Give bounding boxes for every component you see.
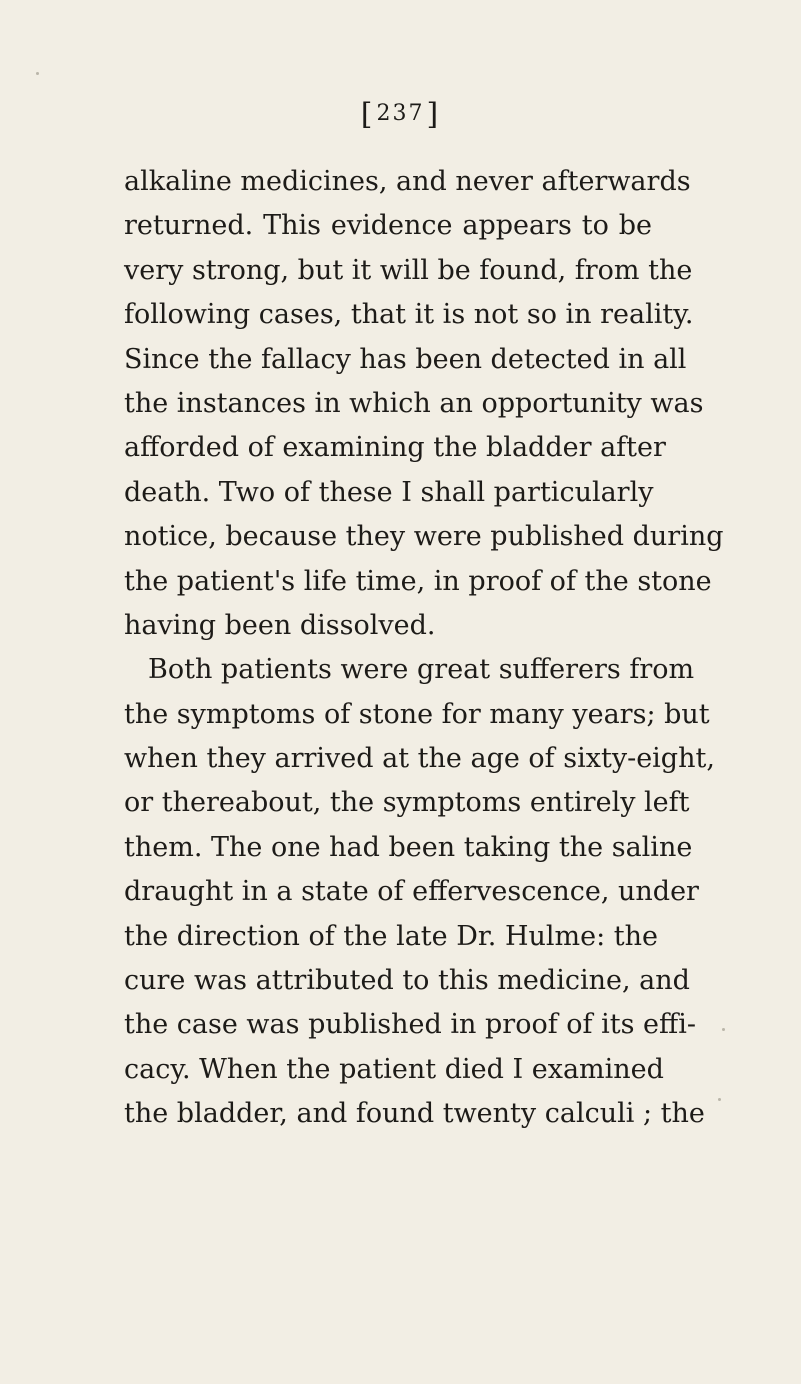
- text-line: Since the fallacy has been detected in all: [124, 343, 687, 375]
- text-line: returned. This evidence appears to be: [124, 210, 652, 242]
- text-line: cure was attributed to this medicine, and: [124, 965, 690, 997]
- paper-speck: [36, 72, 39, 75]
- text-line: draught in a state of effervescence, under: [124, 876, 699, 908]
- text-line: alkaline medicines, and never afterwards: [124, 166, 691, 197]
- text-line: following cases, that it is not so in reality.: [124, 299, 694, 331]
- text-line: cacy. When the patient died I examined: [124, 1053, 664, 1085]
- page-number-bracket-close: ]: [426, 97, 441, 132]
- text-line: the bladder, and found twenty calculi ; the: [124, 1098, 705, 1130]
- text-line: the patient's life time, in proof of the stone: [124, 565, 712, 597]
- text-line: notice, because they were published during: [124, 521, 724, 553]
- text-line: them. The one had been taking the saline: [124, 831, 693, 863]
- text-line: the instances in which an opportunity was: [124, 387, 704, 419]
- page-number-value: 237: [376, 101, 425, 126]
- body-text: [124, 160, 724, 1137]
- text-line: the case was published in proof of its effi-: [124, 1009, 696, 1041]
- text-line: death. Two of these I shall particularly: [124, 476, 654, 508]
- page-number: [0, 96, 801, 133]
- paper-speck: [718, 1098, 721, 1101]
- text-line: very strong, but it will be found, from the: [124, 254, 693, 286]
- text-line: when they arrived at the age of sixty-eight,: [124, 743, 715, 775]
- text-line: the symptoms of stone for many years; but: [124, 698, 710, 730]
- paper-speck: [722, 1028, 725, 1031]
- page-number-bracket-open: [: [360, 97, 375, 132]
- text-line: afforded of examining the bladder after: [124, 432, 666, 464]
- text-line-paragraph-start: Both patients were great sufferers from: [148, 654, 695, 686]
- text-line-paragraph-end: having been dissolved.: [124, 609, 436, 641]
- text-line: the direction of the late Dr. Hulme: the: [124, 920, 659, 952]
- text-line: or thereabout, the symptoms entirely left: [124, 787, 690, 819]
